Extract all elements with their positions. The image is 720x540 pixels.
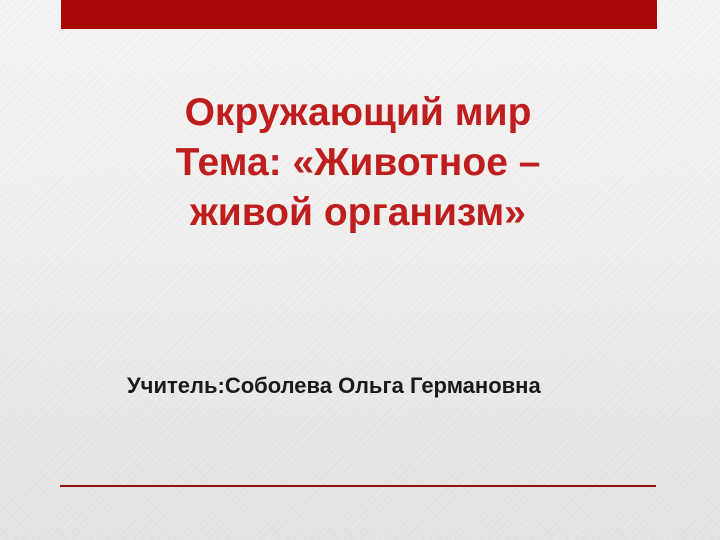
slide-subtitle: Учитель:Соболева Ольга Германовна <box>127 373 541 398</box>
slide-title-line-2: Тема: «Животное – <box>175 141 541 184</box>
slide-title-line-3: живой организм» <box>190 191 526 234</box>
divider-line <box>60 485 656 487</box>
top-banner <box>61 0 657 29</box>
slide-title-line-1: Окружающий мир <box>184 91 532 134</box>
slide-title <box>60 88 656 238</box>
